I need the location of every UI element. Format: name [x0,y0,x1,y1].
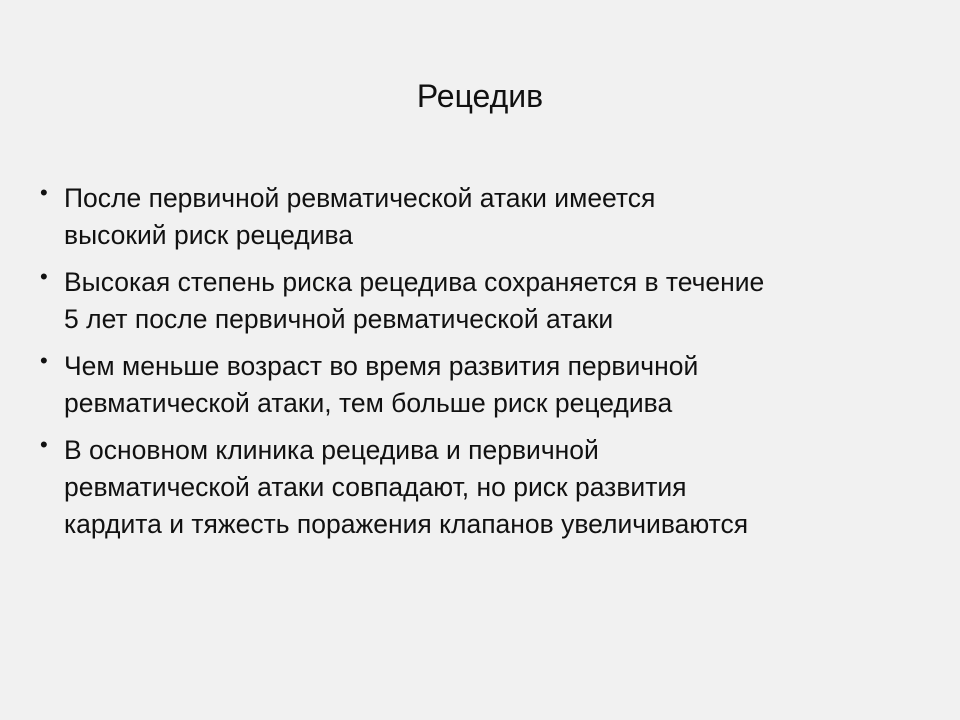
bullet-text: После первичной ревматической атаки имеется высокий риск рецедива [64,183,656,250]
slide-title: Рецедив [416,78,544,114]
bullet-text: В основном клиника рецедива и первичной ревматической атаки совпадают, но риск развития кардита и тяжесть поражения клапанов увеличиваются [64,435,749,539]
bullet-text: Высокая степень риска рецедива сохраняется в течение 5 лет после первичной ревматической атаки [64,267,765,334]
bullet-list [40,180,920,553]
bullet-marker-icon: • [40,264,48,289]
bullet-item [40,432,920,543]
bullet-marker-icon: • [40,348,48,373]
bullet-marker-icon: • [40,180,48,205]
bullet-item [40,348,920,422]
bullet-item [40,264,920,338]
bullet-item [40,180,920,254]
bullet-text: Чем меньше возраст во время развития первичной ревматической атаки, тем больше риск рецедива [64,351,699,418]
bullet-marker-icon: • [40,432,48,457]
